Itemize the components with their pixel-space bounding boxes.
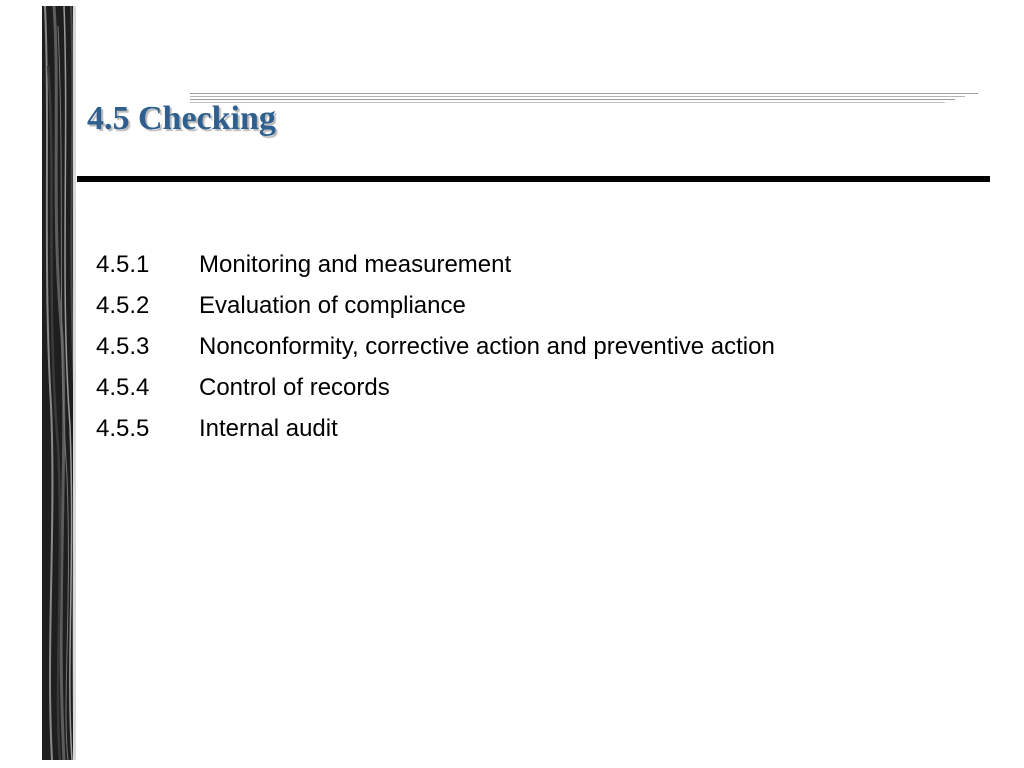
item-number: 4.5.5 (96, 414, 150, 442)
list-item (96, 285, 775, 326)
decorative-side-strip (42, 6, 76, 760)
slide-title: 4.5 Checking (87, 100, 276, 137)
checking-items-list (96, 244, 775, 449)
list-item (96, 326, 775, 367)
item-text: Monitoring and measurement (199, 250, 512, 278)
item-text: Nonconformity, corrective action and preventive action (199, 332, 775, 360)
list-item (96, 244, 775, 285)
item-text: Internal audit (199, 414, 338, 442)
item-number: 4.5.3 (96, 332, 150, 360)
item-text: Control of records (199, 373, 390, 401)
item-text: Evaluation of compliance (199, 291, 466, 319)
list-item (96, 367, 775, 408)
list-item (96, 408, 775, 449)
item-number: 4.5.4 (96, 373, 150, 401)
item-number: 4.5.1 (96, 250, 150, 278)
title-decorative-lines (190, 92, 978, 104)
title-underline-rule (77, 176, 990, 182)
side-strip-texture (42, 6, 76, 760)
item-number: 4.5.2 (96, 291, 150, 319)
